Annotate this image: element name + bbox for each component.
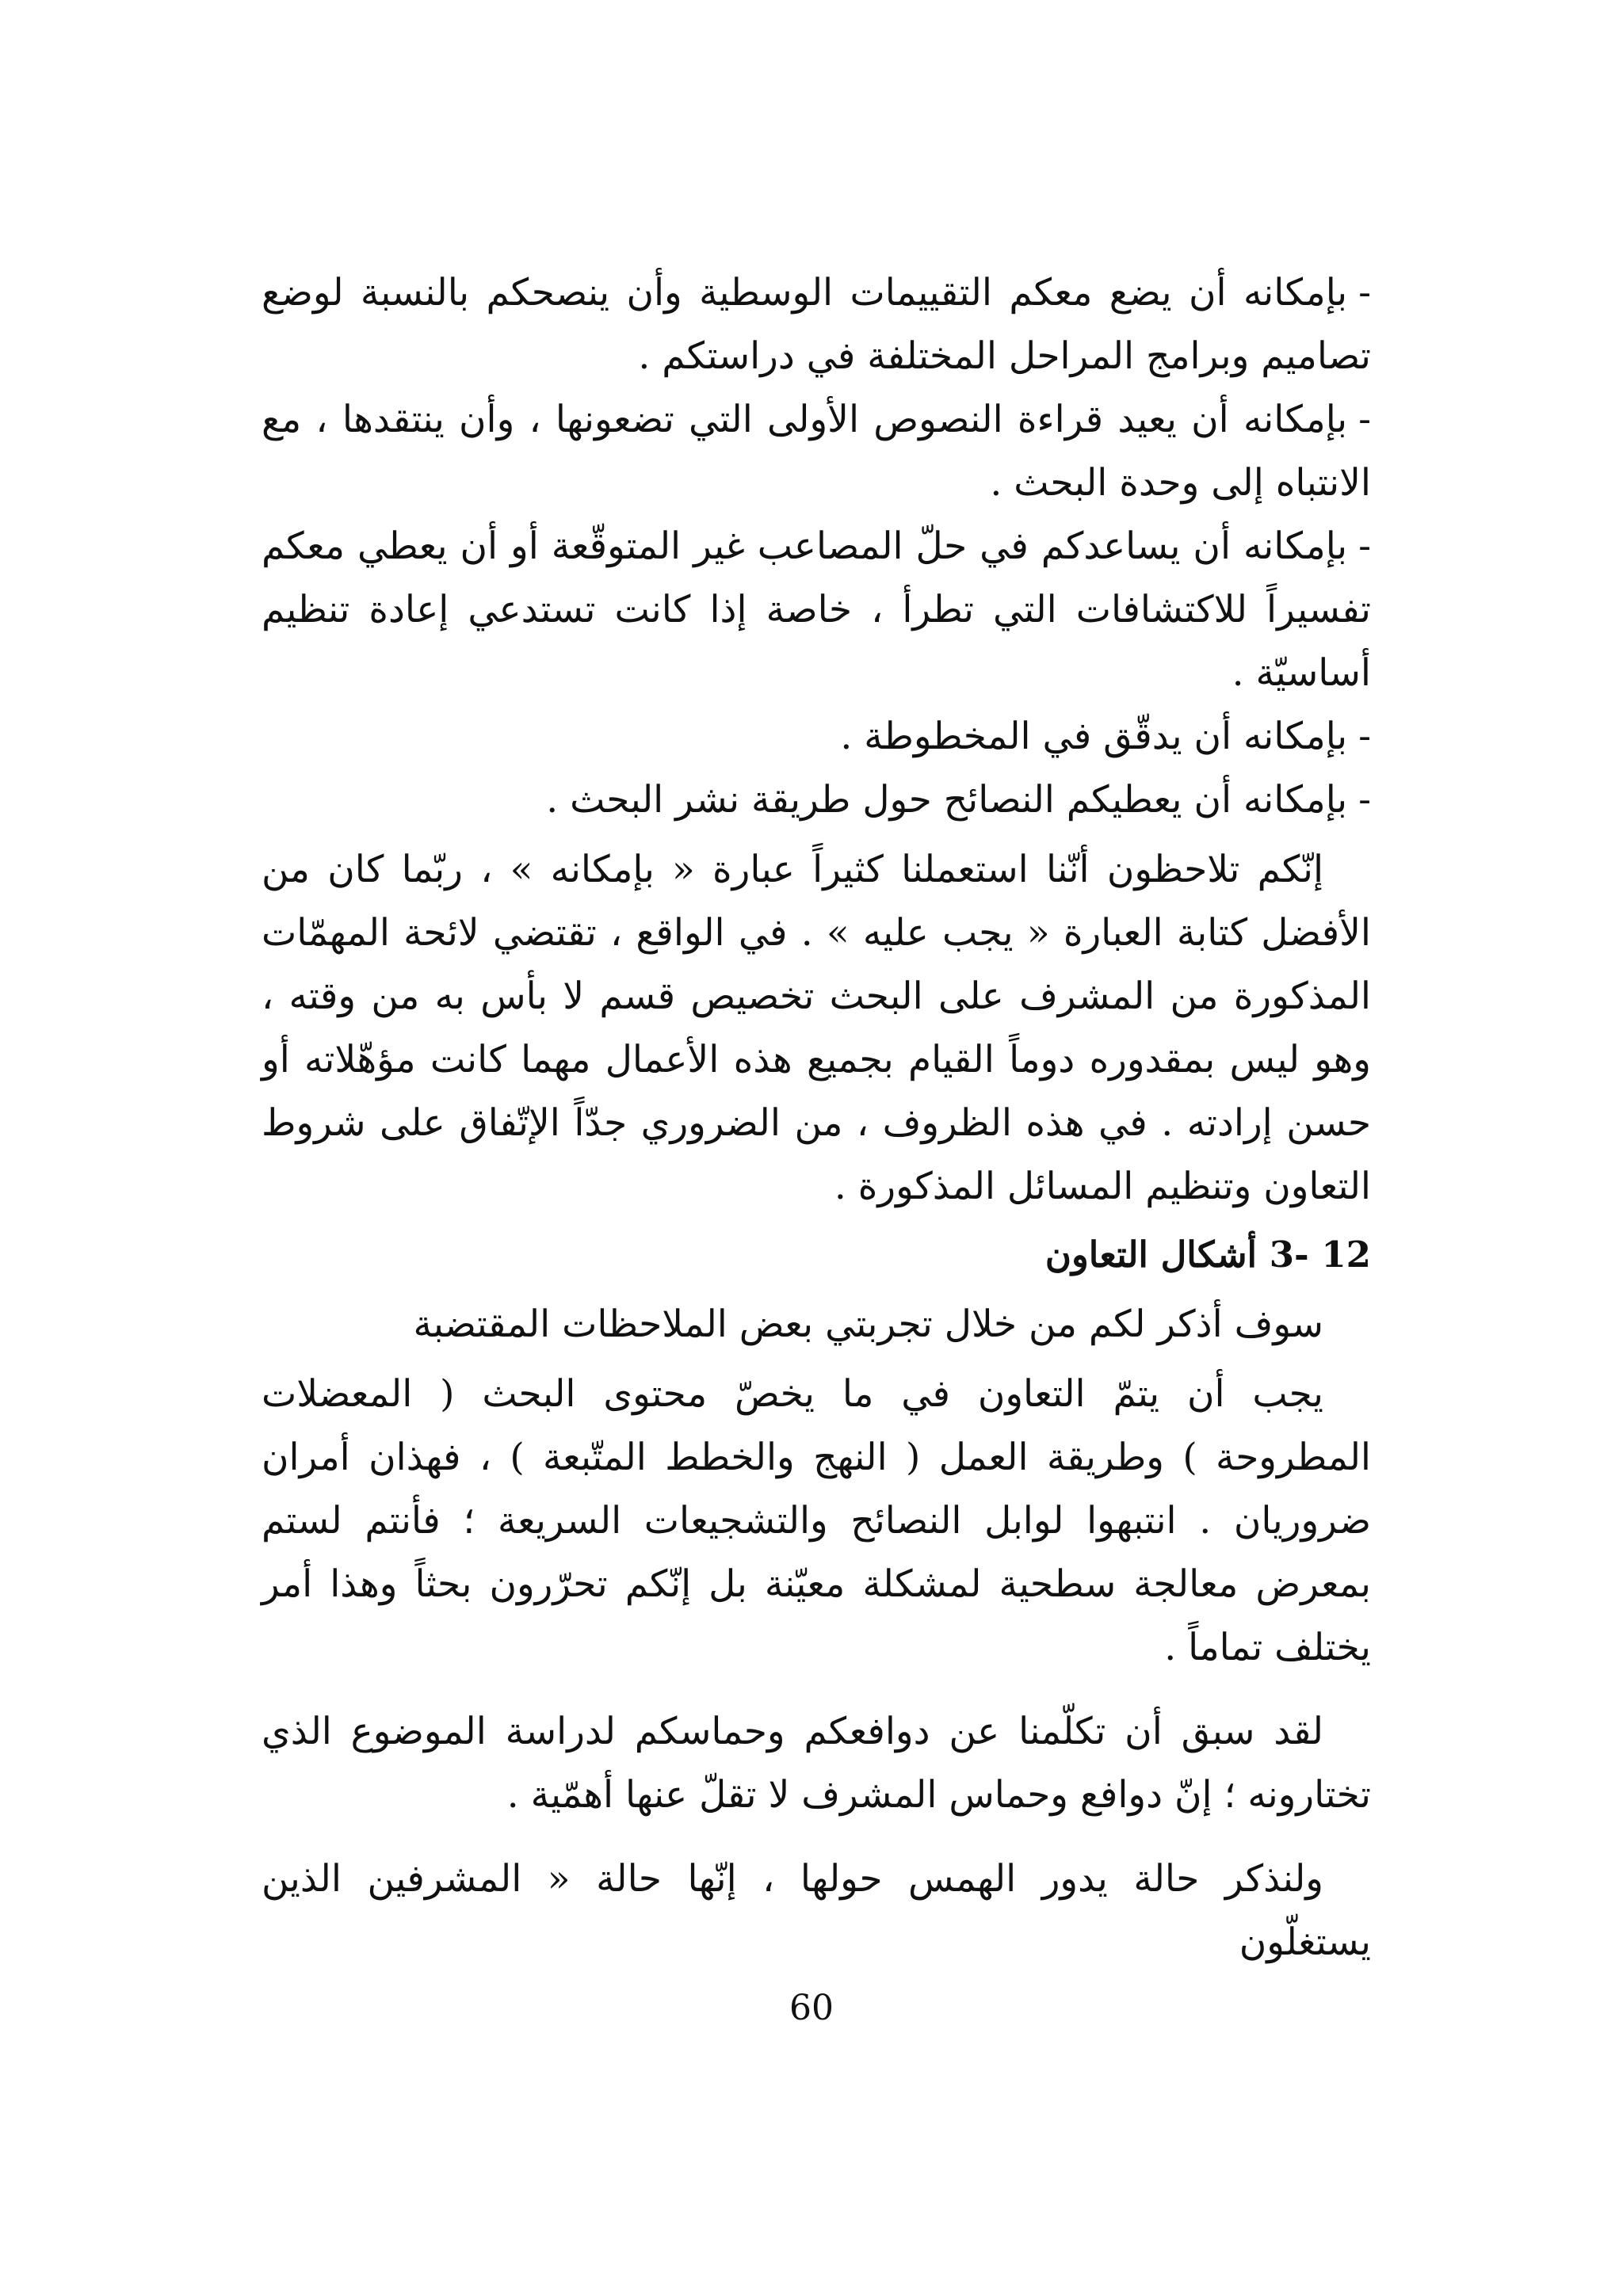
bullet-list <box>262 261 1371 832</box>
dash-marker: - <box>1358 715 1371 758</box>
list-item <box>262 705 1371 769</box>
list-item <box>262 261 1371 388</box>
bullet-text: بإمكانه أن يعطيكم النصائح حول طريقة نشر البحث . <box>546 778 1348 822</box>
paragraph-cooperation: يجب أن يتمّ التعاون في ما يخصّ محتوى البحث ( المعضلات المطروحة ) وطريقة العمل ( النهج والخطط المتّبعة ) ، فهذان أمران ضروريان . انتبهوا لوابل النصائح والتشجيعات السريعة ؛ فأنتم لستم بمعرض معالجة سطحية لمشكلة معيّنة بل إنّكم تحرّرون بحثاً وهذا أمر يختلف تماماً . <box>262 1372 1371 1669</box>
dash-marker: - <box>1358 524 1371 568</box>
bullet-text: بإمكانه أن يضع معكم التقييمات الوسطية وأن ينصحكم بالنسبة لوضع تصاميم وبرامج المراحل المختلفة في دراستكم . <box>262 271 1371 378</box>
bullet-text: بإمكانه أن يساعدكم في حلّ المصاعب غير المتوقّعة أو أن يعطي معكم تفسيراً للاكتشافات التي تطرأ ، خاصة إذا كانت تستدعي إعادة تنظيم أساسيّة . <box>262 524 1371 695</box>
bullet-text: بإمكانه أن يعيد قراءة النصوص الأولى التي تضعونها ، وأن ينتقدها ، مع الانتباه إلى وحدة البحث . <box>262 398 1371 505</box>
paragraph-motivation: لقد سبق أن تكلّمنا عن دوافعكم وحماسكم لدراسة الموضوع الذي تختارونه ؛ إنّ دوافع وحماس المشرف لا تقلّ عنها أهمّية . <box>262 1710 1371 1817</box>
list-item <box>262 515 1371 705</box>
page-body <box>262 261 1371 1974</box>
paragraph-intro: سوف أذكر لكم من خلال تجربتي بعض الملاحظات المقتضبة <box>413 1302 1323 1346</box>
paragraph-expectations: إنّكم تلاحظون أنّنا استعملنا كثيراً عبارة « بإمكانه » ، ربّما كان من الأفضل كتابة العبارة « يجب عليه » . في الواقع ، تقتضي لائحة المهمّات المذكورة من المشرف على البحث تخصيص قسم لا بأس به من وقته ، وهو ليس بمقدوره دوماً القيام بجميع هذه الأعمال مهما كانت مؤهّلاته أو حسن إرادته . في هذه الظروف ، من الضروري جدّاً الإتّفاق على شروط التعاون وتنظيم المسائل المذكورة . <box>262 848 1371 1208</box>
page-number: 60 <box>789 1988 834 2028</box>
list-item <box>262 388 1371 515</box>
dash-marker: - <box>1358 271 1371 315</box>
dash-marker: - <box>1358 778 1371 822</box>
bullet-text: بإمكانه أن يدقّق في المخطوطة . <box>840 715 1348 758</box>
list-item <box>262 769 1371 832</box>
dash-marker: - <box>1358 398 1371 441</box>
section-heading: 12 -3 أشكال التعاون <box>1044 1234 1371 1276</box>
paragraph-continuation: ولنذكر حالة يدور الهمس حولها ، إنّها حالة « المشرفين الذين يستغلّون <box>262 1857 1371 1964</box>
